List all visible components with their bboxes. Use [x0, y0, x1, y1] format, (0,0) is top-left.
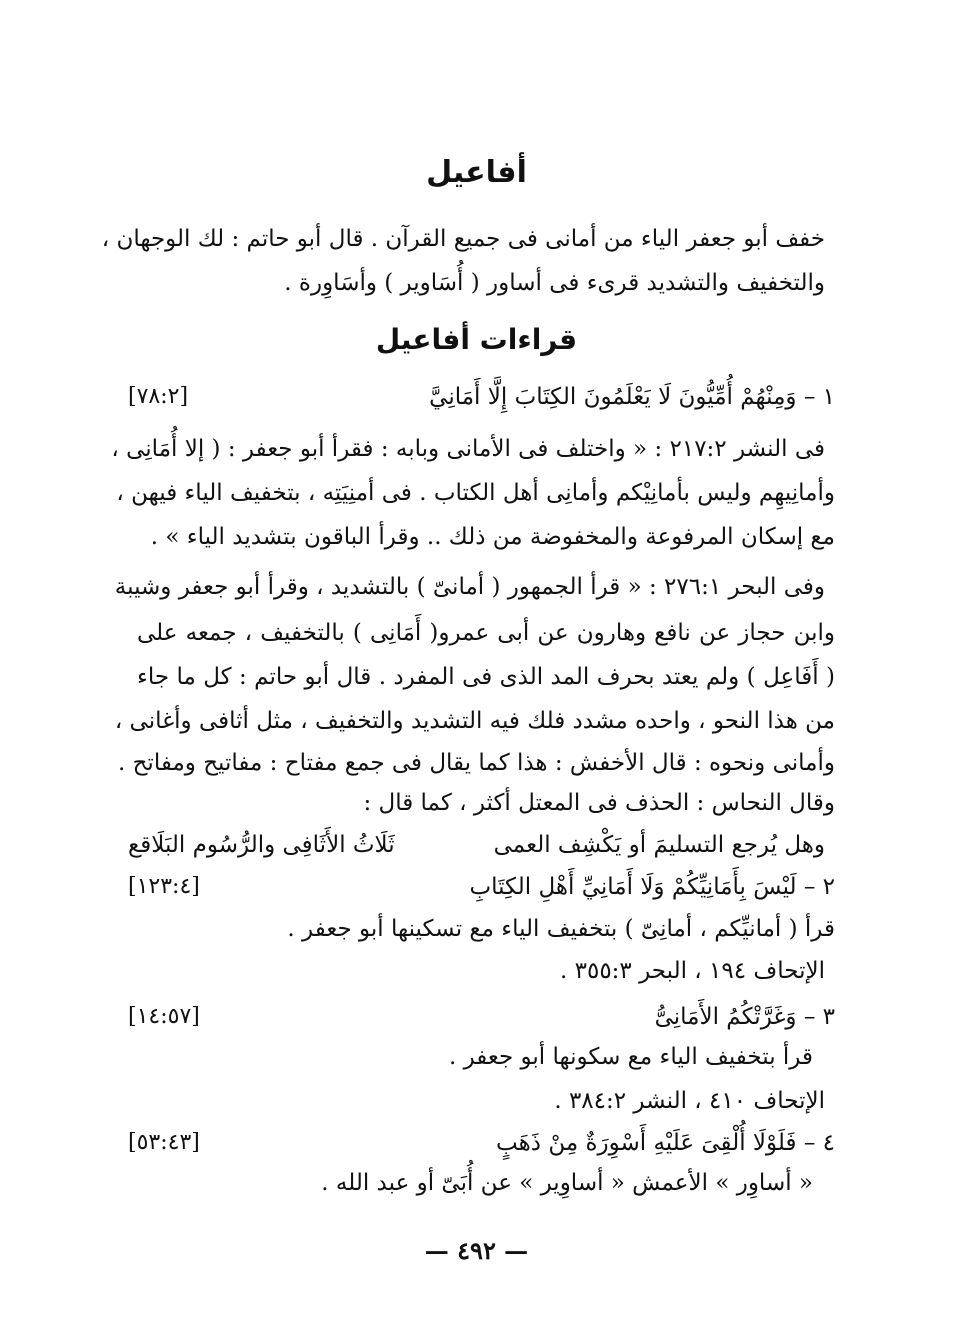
body-line-4: وفى البحر ٢٧٦:١ : « قرأ الجمهور ( أمانىّ ) بالتشديد ، وقرأ أبو جعفر وشيبة — [114, 574, 825, 600]
section-title: قراءات أفاعيل — [375, 323, 578, 356]
verse-4-note-1: « أساوِر » الأعمش « أساوِير » عن أُبَىّ أو عبد الله . — [321, 1170, 813, 1196]
page-number: — ٤٩٢ — — [424, 1236, 529, 1265]
intro-line-1: خفف أبو جعفر الياء من أمانى فى جميع القرآن . قال أبو حاتم : لك الوجهان ، — [101, 226, 825, 252]
poem-hemistich-left: وهل يُرجع التسليمَ أو يَكْشِف العمى — [493, 832, 825, 858]
verse-4-ref: [٥٣:٤٣] — [128, 1130, 200, 1155]
intro-line-2: والتخفيف والتشديد قرىء فى أساور ( أُسَاوير ) وأسَاوِرة . — [284, 270, 825, 296]
verse-4: ٤ – فَلَوْلَا أُلْقِىَ عَلَيْهِ أَسْوِرَةٌ مِنْ ذَهَبٍ — [496, 1130, 835, 1156]
body-line-1: فى النشر ٢١٧:٢ : « واختلف فى الأمانى وبابه : فقرأ أبو جعفر : ( إلا أُمَانِى ، — [111, 436, 825, 462]
body-line-6: ( أَفَاعِل ) ولم يعتد بحرف المد الذى فى المفرد . قال أبو حاتم : كل ما جاء — [137, 664, 835, 690]
body-line-7: من هذا النحو ، واحده مشدد فلك فيه التشديد والتخفيف ، مثل أثافى وأغانى ، — [114, 708, 835, 734]
body-line-8: وأمانى ونحوه : قال الأخفش : هذا كما يقال فى جمع مفتاح : مفاتيح ومفاتح . — [117, 750, 835, 776]
verse-1-ref: [٧٨:٢] — [128, 384, 189, 409]
body-line-3: مع إسكان المرفوعة والمخفوضة من ذلك .. وقرأ الباقون بتشديد الياء » . — [150, 524, 835, 550]
verse-3-note-1: قرأ بتخفيف الياء مع سكونها أبو جعفر . — [448, 1044, 813, 1070]
page-title: أفاعيل — [426, 155, 527, 190]
body-line-5: وابن حجاز عن نافع وهارون عن أبى عمرو( أَمَانِى ) بالتخفيف ، جمعه على — [137, 620, 835, 646]
verse-3-ref: [١٤:٥٧] — [128, 1004, 200, 1029]
verse-3: ٣ – وَغَرَّتْكُمُ الأَمَانِىُّ — [654, 1004, 835, 1030]
verse-2-note-2: الإتحاف ١٩٤ ، البحر ٣٥٥:٣ . — [559, 958, 825, 984]
verse-2-ref: [١٢٣:٤] — [128, 874, 200, 899]
body-line-9: وقال النحاس : الحذف فى المعتل أكثر ، كما قال : — [363, 790, 835, 816]
verse-2: ٢ – لَيْسَ بِأَمَانِيِّكُمْ وَلَا أَمَانِيِّ أَهْلِ الكِتَابِ — [469, 874, 835, 900]
verse-1: ١ – وَمِنْهُمْ أُمِّيُّونَ لَا يَعْلَمُونَ الكِتَابَ إِلَّا أَمَانِيَّ — [429, 384, 835, 410]
poem-hemistich-right: ثَلَاثُ الأَثَافِى والرُّسُوم البَلَاقع — [128, 832, 395, 858]
verse-3-note-2: الإتحاف ٤١٠ ، النشر ٣٨٤:٢ . — [554, 1088, 825, 1114]
verse-2-note-1: قرأ ( أمانيِّكم ، أمانِىّ ) بتخفيف الياء مع تسكينها أبو جعفر . — [287, 916, 835, 942]
body-line-2: وأمانِيهِم وليس بأمانِيْكم وأمانِى أهل الكتاب . فى أمنِيَتِه ، بتخفيف الياء فيهن ، — [116, 480, 835, 506]
